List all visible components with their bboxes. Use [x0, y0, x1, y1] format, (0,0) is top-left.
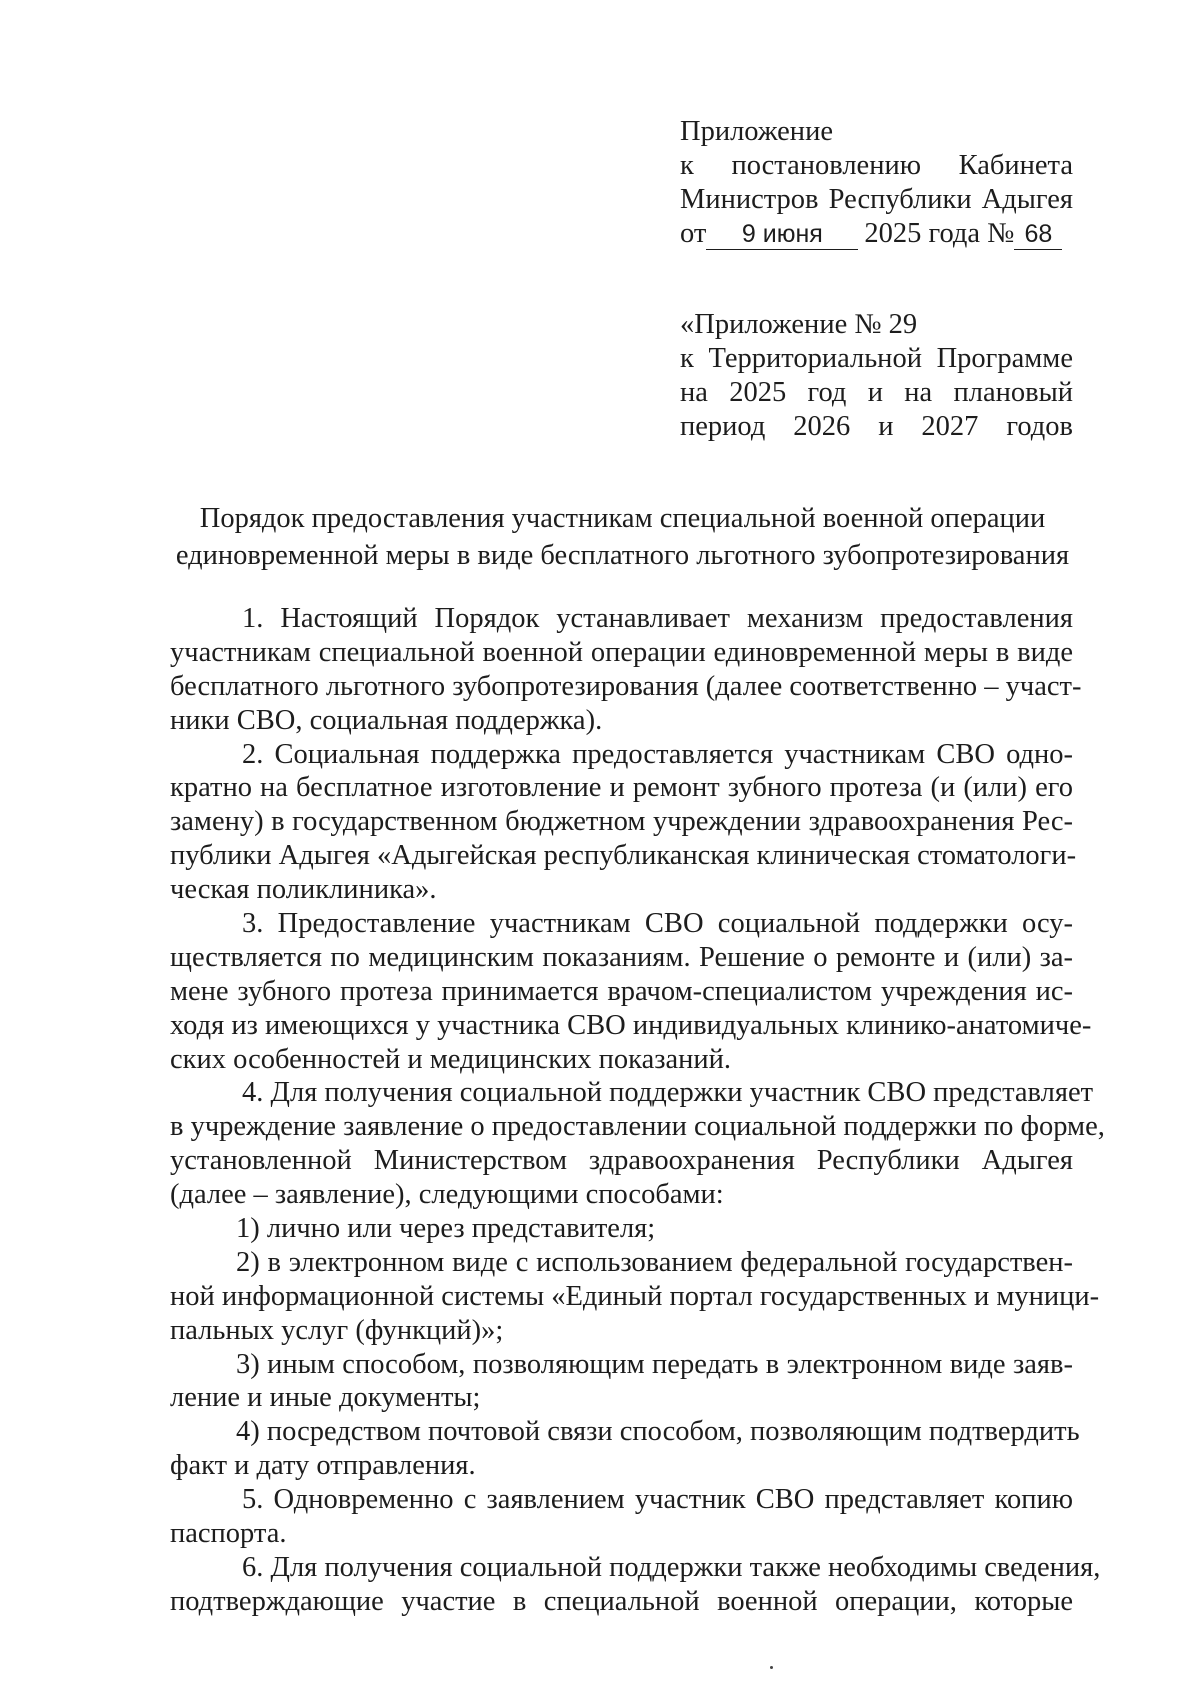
paragraph-4: 4. Для получения социальной поддержки участник СВО представляет в учреждение заявление о предоставлении социальной поддержки по форме, установленной Министерством здравоохранения Республики Адыгея (далее – заявление), следующими способами:: [170, 1077, 1105, 1211]
annex-ministers-line: Министров Республики Адыгея: [680, 184, 1073, 215]
paragraph-4-item-4: 4) посредством почтовой связи способом, позволяющим подтвердить факт и дату отправления.: [170, 1416, 1080, 1482]
annex29-line2: к Территориальной Программе: [680, 343, 1073, 374]
date-prefix: от: [680, 218, 707, 249]
annex-date-line: [680, 217, 1073, 251]
date-value: 9 июня: [706, 219, 858, 250]
annex-header: [680, 115, 1073, 251]
annex-ref-k: к: [680, 150, 694, 181]
annex29-line3: на 2025 год и на плановый: [680, 377, 1073, 408]
title-line-2: единовременной меры в виде бесплатного льготного зубопротезирования: [175, 540, 1070, 571]
annex29-title: «Приложение № 29: [680, 309, 918, 340]
annex-ref-resolution: постановлению: [731, 150, 922, 181]
paragraph-3: 3. Предоставление участникам СВО социальной поддержки осу- ществляется по медицинским показаниям. Решение о ремонте и (или) за- мене зубного протеза принимается врачом-специалистом учреждения ис- ходя из имеющихся у участника СВО индивидуальных клинико-анатомиче- ских особенностей и медицинских показаний.: [170, 908, 1092, 1075]
paragraph-4-item-1: 1) лично или через представителя;: [236, 1213, 656, 1245]
title-line-1: Порядок предоставления участникам специальной военной операции: [199, 503, 1046, 534]
paragraph-1: 1. Настоящий Порядок устанавливает механизм предоставления участникам специальной военной операции единовременной меры в виде бесплатного льготного зубопротезирования (далее соответственно – участ- ники СВО, социальная поддержка).: [170, 603, 1082, 736]
paragraph-2: 2. Социальная поддержка предоставляется участникам СВО одно- кратно на бесплатное изготовление и ремонт зубного протеза (и (или) его замену) в государственном бюджетном учреждении здравоохранения Рес- публики Адыгея «Адыгейская республиканская клиническая стоматологи- ческая поликлиника».: [170, 738, 1077, 906]
annex-ref-cabinet: Кабинета: [958, 150, 1073, 181]
scan-speck: [770, 1666, 773, 1669]
annex29-line4: период 2026 и 2027 годов: [680, 411, 1073, 442]
document-body: [170, 602, 1105, 1619]
paragraph-4-item-2: 2) в электронном виде с использованием федеральной государствен- ной информационной системы «Единый портал государственных и муници- пальных услуг (функций)»;: [170, 1246, 1100, 1346]
annex29-header: [680, 308, 1073, 444]
paragraph-5: 5. Одновременно с заявлением участник СВО представляет копию паспорта.: [170, 1484, 1073, 1550]
paragraph-6: 6. Для получения социальной поддержки также необходимы сведения, подтверждающие участие в специальной военной операции, которые: [170, 1551, 1101, 1617]
paragraph-4-item-3: 3) иным способом, позволяющим передать в электронном виде заяв- ление и иные документы;: [170, 1348, 1073, 1414]
document-number: 68: [1014, 219, 1062, 250]
document-title: [170, 500, 1075, 574]
annex-reference-line: [680, 149, 1073, 183]
annex-title: Приложение: [680, 116, 833, 147]
date-year: 2025 года №: [864, 218, 1015, 249]
